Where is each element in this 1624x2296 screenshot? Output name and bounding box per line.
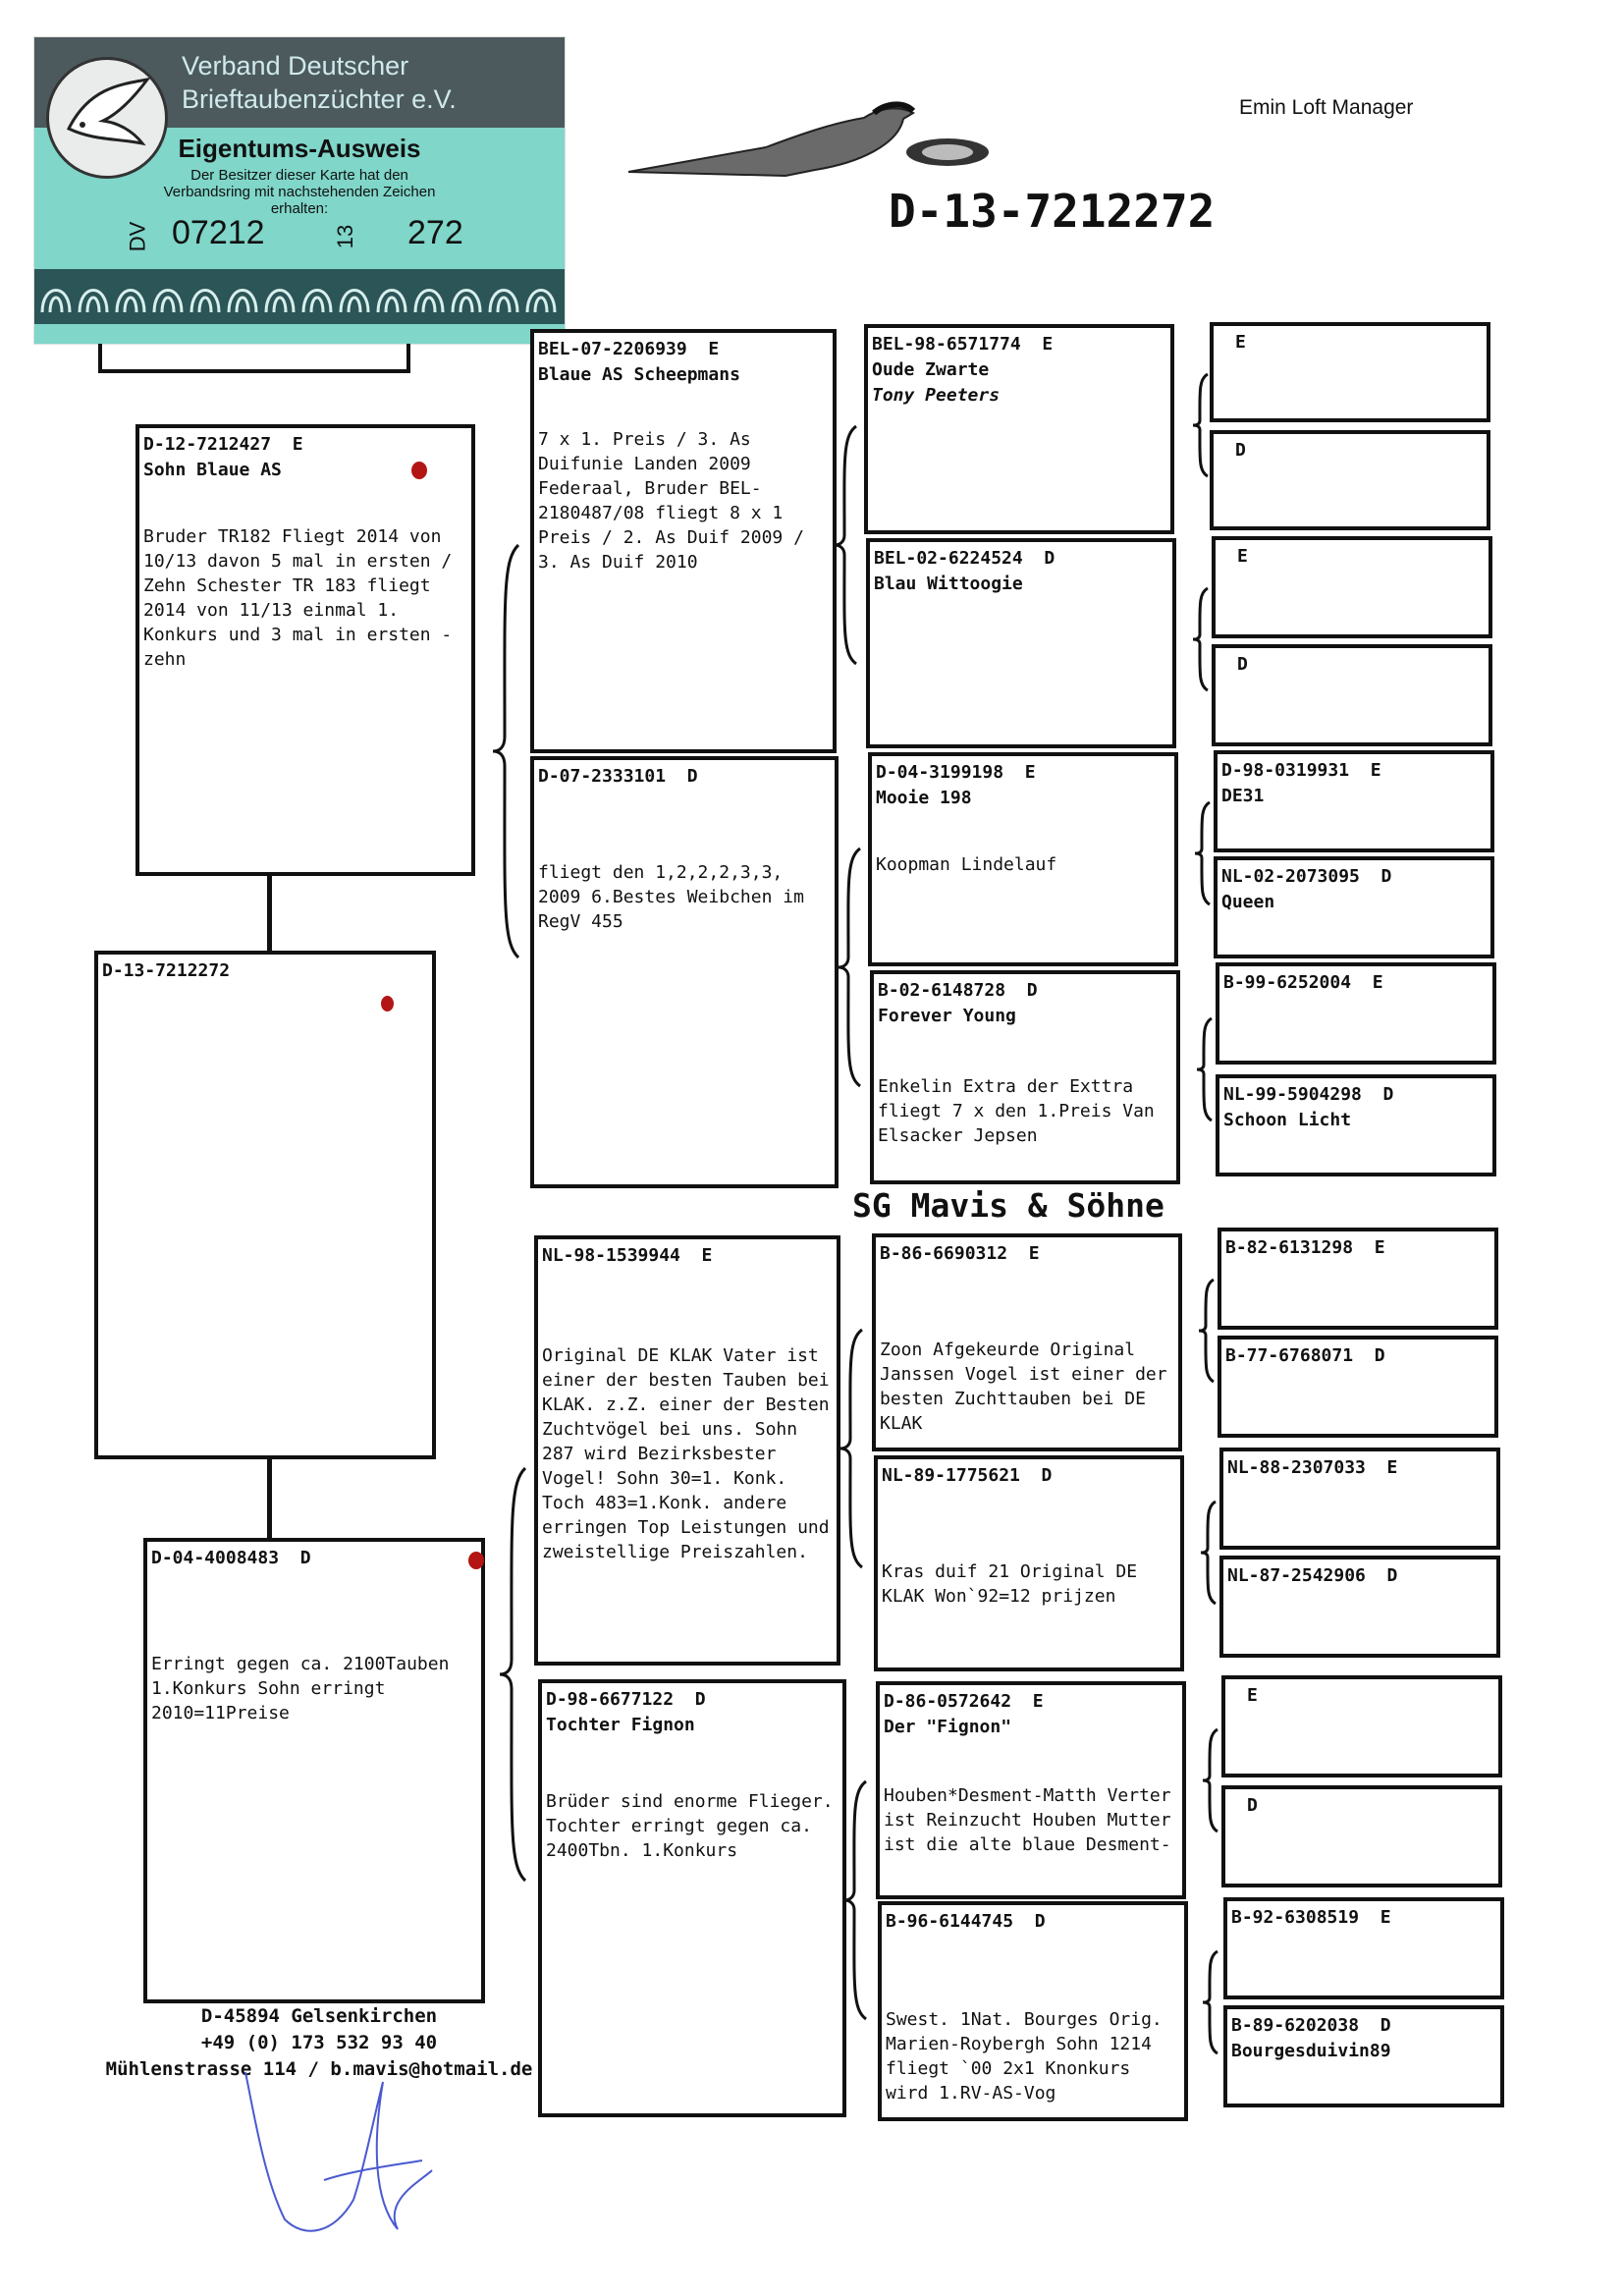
pigeon-name: Forever Young bbox=[878, 1006, 1016, 1026]
gen5-box bbox=[1219, 1448, 1500, 1550]
gen5-box bbox=[1216, 1074, 1496, 1176]
gen5-box bbox=[1214, 856, 1494, 958]
card-connector bbox=[98, 369, 410, 373]
red-marker bbox=[381, 996, 394, 1011]
pedigree-brace bbox=[1190, 371, 1214, 479]
ring-number: B-89-6202038 D bbox=[1231, 2015, 1391, 2036]
address-city: D-45894 Gelsenkirchen bbox=[200, 2005, 438, 2027]
pedigree-brace bbox=[496, 1463, 535, 1886]
ring-number: NL-88-2307033 E bbox=[1227, 1457, 1398, 1478]
parent-box-sire bbox=[135, 424, 475, 876]
gen5-box bbox=[1216, 962, 1496, 1065]
pigeon-note: Bruder TR182 Fliegt 2014 von 10/13 davon 5 mal in ersten / Zehn Schester TR 183 fliegt 2014 von 11/13 einmal 1. Konkurs und 3 mal in ersten -zehn bbox=[143, 526, 463, 670]
pigeon-illustration bbox=[619, 93, 992, 195]
pigeon-name: Queen bbox=[1221, 892, 1275, 912]
ring-number: D bbox=[1235, 440, 1246, 461]
pedigree-brace bbox=[840, 1777, 874, 2023]
grandparent-box-dd bbox=[538, 1679, 846, 2117]
ring-number: NL-02-2073095 D bbox=[1221, 866, 1392, 887]
pigeon-note: Original DE KLAK Vater ist einer der besten Tauben bei KLAK. z.Z. einer der Besten Zuchtvögel bei uns. Sohn 287 wird Bezirksbester Vogel! Sohn 30=1. Konk. Toch 483=1.Konk. andere erringen Top Leistungen und zweistellige Preiszahlen. bbox=[542, 1345, 840, 1562]
gen5-box bbox=[1214, 750, 1494, 852]
ring-number: D-98-0319931 E bbox=[1221, 760, 1381, 781]
pigeon-name: Tochter Fignon bbox=[546, 1715, 695, 1735]
ring-number: D-12-7212427 E bbox=[143, 434, 303, 455]
main-ring-number: D-13-7212272 bbox=[889, 185, 1216, 238]
pedigree-brace bbox=[1192, 799, 1216, 907]
ring-number: B-92-6308519 E bbox=[1231, 1907, 1391, 1928]
pigeon-name: Blau Wittoogie bbox=[874, 574, 1023, 594]
ring-number: B-02-6148728 D bbox=[878, 980, 1038, 1001]
pigeon-name: Blaue AS Scheepmans bbox=[538, 364, 740, 385]
connector-line bbox=[267, 874, 272, 953]
signature bbox=[226, 2062, 442, 2249]
pigeon-name: Bourgesduivin89 bbox=[1231, 2041, 1391, 2061]
pedigree-brace bbox=[489, 540, 528, 962]
ring-number: D bbox=[1247, 1795, 1258, 1816]
ring-number: BEL-98-6571774 E bbox=[872, 334, 1054, 355]
gen5-box bbox=[1221, 1785, 1502, 1887]
ring-number: D-07-2333101 D bbox=[538, 766, 698, 787]
ggp-box bbox=[876, 1681, 1186, 1899]
ring-number: D-04-3199198 E bbox=[876, 762, 1036, 783]
ring-number: NL-87-2542906 D bbox=[1227, 1565, 1398, 1586]
pigeon-name: Der "Fignon" bbox=[884, 1717, 1012, 1737]
address-street-email: Mühlenstrasse 114 / b.mavis@hotmail.de bbox=[105, 2058, 533, 2080]
pigeon-note: Houben*Desment-Matth Verter ist Reinzucht Houben Mutter ist die alte blaue Desment- bbox=[884, 1785, 1182, 1855]
ring-number: D-04-4008483 D bbox=[151, 1548, 311, 1568]
pigeon-name: DE31 bbox=[1221, 786, 1265, 806]
ring-number: D-98-6677122 D bbox=[546, 1689, 706, 1710]
pigeon-note: Kras duif 21 Original DE KLAK Won`92=12 prijzen bbox=[882, 1561, 1148, 1607]
ggp-box bbox=[868, 752, 1178, 966]
pedigree-brace bbox=[1194, 1015, 1218, 1123]
red-marker bbox=[468, 1552, 484, 1569]
card-subtitle: Der Besitzer dieser Karte hat den Verbandsring mit nachstehenden Zeichen erhalten: bbox=[163, 167, 436, 217]
ring-number: NL-99-5904298 D bbox=[1223, 1084, 1394, 1105]
gen5-box bbox=[1212, 644, 1492, 746]
ring-number: D-86-0572642 E bbox=[884, 1691, 1044, 1712]
ring-number: BEL-02-6224524 D bbox=[874, 548, 1056, 569]
gen5-box bbox=[1210, 430, 1490, 530]
gen5-box bbox=[1223, 2005, 1504, 2107]
ggp-box bbox=[870, 970, 1180, 1184]
pedigree-brace bbox=[835, 845, 868, 1090]
gen5-box bbox=[1218, 1336, 1498, 1438]
card-pattern-band bbox=[34, 269, 565, 324]
gen5-box bbox=[1223, 1897, 1504, 1999]
pigeon-name: Oude Zwarte bbox=[872, 359, 990, 380]
gen5-box bbox=[1210, 322, 1490, 422]
ring-number: D-13-7212272 bbox=[102, 960, 231, 981]
ring-number: BEL-07-2206939 E bbox=[538, 339, 720, 359]
address-phone: +49 (0) 173 532 93 40 bbox=[200, 2032, 438, 2053]
pedigree-brace bbox=[1200, 1948, 1223, 2056]
pedigree-brace bbox=[837, 1326, 870, 1571]
card-organisation: Verband Deutscher Brieftaubenzüchter e.V. bbox=[182, 51, 457, 114]
ring-number: NL-89-1775621 D bbox=[882, 1465, 1053, 1486]
ownership-card bbox=[34, 37, 565, 344]
parent-box-dam bbox=[143, 1538, 485, 2003]
pedigree-brace bbox=[1190, 585, 1214, 693]
grandparent-box-sd bbox=[530, 756, 839, 1188]
connector-line bbox=[267, 1457, 272, 1540]
pedigree-brace bbox=[831, 422, 864, 668]
ring-number: E bbox=[1237, 546, 1248, 567]
pigeon-note: fliegt den 1,2,2,2,3,3, 2009 6.Bestes Weibchen im RegV 455 bbox=[538, 862, 815, 932]
ring-number: B-86-6690312 E bbox=[880, 1243, 1040, 1264]
gen5-box bbox=[1221, 1675, 1502, 1777]
gen5-box bbox=[1218, 1228, 1498, 1330]
ring-number: B-77-6768071 D bbox=[1225, 1345, 1385, 1366]
ring-number: B-82-6131298 E bbox=[1225, 1237, 1385, 1258]
pedigree-brace bbox=[1198, 1499, 1221, 1607]
ggp-box bbox=[872, 1233, 1182, 1451]
card-connector bbox=[406, 344, 410, 373]
card-year: 13 bbox=[333, 224, 358, 249]
ring-number: B-96-6144745 D bbox=[886, 1911, 1046, 1932]
ggp-box bbox=[866, 538, 1176, 748]
pedigree-brace bbox=[1196, 1277, 1219, 1385]
pigeon-name: Sohn Blaue AS bbox=[143, 460, 282, 480]
pigeon-note: Swest. 1Nat. Bourges Orig. Marien-Roybergh Sohn 1214 fliegt `00 2x1 Knonkurs wird 1.RV-AS-Vog bbox=[886, 2009, 1173, 2104]
gen5-box bbox=[1219, 1556, 1500, 1658]
pigeon-note: Koopman Lindelauf bbox=[876, 854, 1057, 875]
pigeon-note: 7 x 1. Preis / 3. As Duifunie Landen 2009 Federaal, Bruder BEL-2180487/08 fliegt 8 x 1 Preis / 2. As Duif 2009 / 3. As Duif 2010 bbox=[538, 429, 815, 573]
ring-number: D bbox=[1237, 654, 1248, 675]
grandparent-box-ds bbox=[534, 1235, 840, 1666]
ring-number: E bbox=[1247, 1685, 1258, 1706]
subject-box bbox=[94, 951, 436, 1459]
ggp-box bbox=[874, 1455, 1184, 1671]
card-dv: DV bbox=[125, 221, 150, 252]
ring-number: NL-98-1539944 E bbox=[542, 1245, 713, 1266]
card-number: 272 bbox=[407, 214, 463, 251]
ggp-box bbox=[864, 324, 1174, 534]
pigeon-note: Brüder sind enorme Flieger. Tochter erringt gegen ca. 2400Tbn. 1.Konkurs bbox=[546, 1791, 844, 1861]
pigeon-note: Erringt gegen ca. 2100Tauben 1.Konkurs Sohn erringt 2010=11Preise bbox=[151, 1654, 460, 1723]
ggp-box bbox=[878, 1901, 1188, 2121]
pigeon-name: Schoon Licht bbox=[1223, 1110, 1352, 1130]
pigeon-name: Mooie 198 bbox=[876, 788, 972, 808]
ring-number: E bbox=[1235, 332, 1246, 353]
pigeon-note: Enkelin Extra der Exttra fliegt 7 x den 1.Preis Van Elsacker Jepsen bbox=[878, 1076, 1165, 1146]
gen5-box bbox=[1212, 536, 1492, 638]
software-label: Emin Loft Manager bbox=[1239, 96, 1414, 119]
breeder-name: SG Mavis & Söhne bbox=[852, 1186, 1164, 1225]
pigeon-breeder: Tony Peeters bbox=[872, 385, 1001, 406]
card-club: 07212 bbox=[172, 214, 265, 251]
card-title: Eigentums-Ausweis bbox=[178, 134, 421, 163]
ring-number: B-99-6252004 E bbox=[1223, 972, 1383, 993]
red-marker bbox=[411, 462, 427, 479]
pigeon-note: Zoon Afgekeurde Original Janssen Vogel ist einer der besten Zuchttauben bei DE KLAK bbox=[880, 1339, 1178, 1434]
pedigree-brace bbox=[1200, 1726, 1223, 1834]
grandparent-box-ss bbox=[530, 329, 837, 753]
